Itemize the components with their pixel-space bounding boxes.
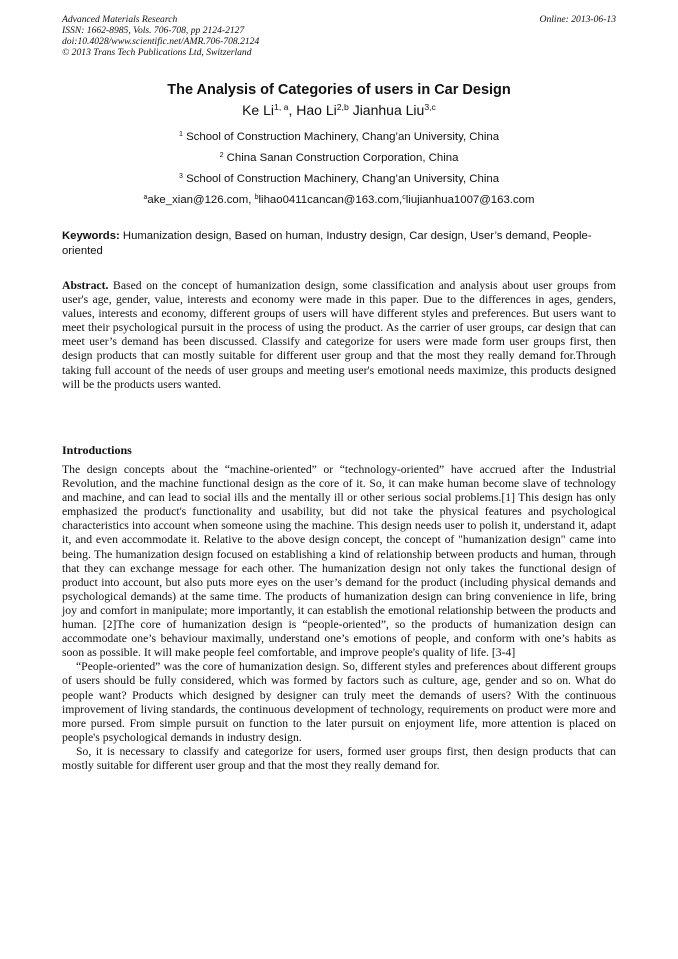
author-superscript: 1, a (274, 102, 289, 113)
abstract-label: Abstract. (62, 279, 109, 292)
affiliation-text: School of Construction Machinery, Chang’an University, China (186, 131, 500, 143)
journal-name: Advanced Materials Research (62, 14, 178, 25)
affiliation-number: 3 (178, 173, 183, 181)
affiliation-2 (0, 152, 678, 164)
affiliation-3 (0, 173, 678, 185)
email-line (0, 194, 678, 206)
affiliation-text: School of Construction Machinery, Chang’an University, China (186, 173, 500, 185)
body-paragraph: So, it is necessary to classify and categorize for users, formed user groups first, then design products that can mostly suitable for different user group and that the most they really demand for. (62, 744, 616, 772)
abstract-text: Based on the concept of humanization design, some classification and analysis about user groups from user's age, gender, value, interests and economy were made in this paper. Due to the differences in ages, genders, values, interests and economy, different groups of users will have different styles and preferences. But users want to meet their psychological pursuit in the process of using the product. As the carrier of user groups, car design that can meet user’s demand has been discussed. Classify and categorize for users were made form user groups first, then design products that can mostly suitable for different user group and that the most they really demand for.Through taking full account of the needs of user groups and meeting user's emotional needs maximize, this products designed will be the products users wanted. (62, 279, 616, 391)
doi-line: doi:10.4028/www.scientific.net/AMR.706-708.2124 (62, 36, 260, 47)
online-date: Online: 2013-06-13 (539, 14, 616, 25)
affiliation-number: 2 (219, 152, 224, 160)
email-superscript: c (402, 194, 406, 202)
affiliation-number: 1 (178, 131, 183, 139)
email-superscript: b (254, 194, 259, 202)
author-superscript: 2,b (336, 102, 349, 113)
email-a: ake_xian@126.com, (147, 194, 255, 206)
affiliation-1 (0, 131, 678, 143)
affiliation-text: China Sanan Construction Corporation, China (226, 152, 459, 164)
email-c: liujianhua1007@163.com (405, 194, 535, 206)
author-separator: , (288, 102, 297, 118)
abstract-block (62, 279, 616, 392)
author-list (0, 102, 678, 118)
journal-header (62, 14, 616, 58)
introduction-body (62, 463, 616, 773)
body-paragraph: “People-oriented” was the core of humanization design. So, different styles and preferences about different groups of users should be fully considered, which was formed by factors such as culture, age, gender and so on. What do people want? Products which designed by designer can truly meet the demands of users? With the continuous improvement of living standards, the continuous development of technology, requirements on product were more and more pursed. From simple pursuit on function to the later pursuit on enjoyment life, more attention is placed on people's psychological demands in industry design. (62, 660, 616, 744)
email-b: lihao0411cancan@163.com, (258, 194, 403, 206)
author-name: Jianhua Liu (352, 102, 425, 118)
issn-line: ISSN: 1662-8985, Vols. 706-708, pp 2124-2127 (62, 25, 245, 36)
author-superscript: 3,c (424, 102, 436, 113)
copyright-line: © 2013 Trans Tech Publications Ltd, Switzerland (62, 47, 252, 58)
abstract-paragraph (62, 279, 616, 392)
keywords-label: Keywords: (62, 230, 120, 242)
email-superscript: a (143, 194, 148, 202)
keywords-text: Humanization design, Based on human, Industry design, Car design, User’s demand, People-oriented (62, 230, 592, 257)
author-name: Ke Li (242, 102, 275, 118)
author-name: Hao Li (296, 102, 337, 118)
keywords-block (62, 229, 616, 259)
section-heading: Introductions (62, 443, 132, 457)
body-paragraph: The design concepts about the “machine-oriented” or “technology-oriented” have accrued after the Industrial Revolution, and the machine functional design as the core of it. So, it can make human become slave of technology and machine, and can lead to social ills and the mentally ill or other serious social problems.[1] This design has only emphasized the product's functionality and usability, but did not take the physical features and psychological characteristics into account when someone using the machine. This design needs user to polish it, understand it, adapt it, and even accommodate it. Relative to the above design concept, the concept of "humanization design" came into being. The humanization design focused on establishing a kind of relationship between products and human, through that they can exchange message for each other. The humanization design not only takes the functional design of product into account, but also puts more eyes on the user’s demand for the product (including physical demands and psychological demands) at the same time. The products of humanization design can bring convenience in life, bring joy and comfort in manipulate; more importantly, it can establish the emotional relationship between the products and human. [2]The core of humanization design is “people-oriented”, so the products of humanization design can accommodate one’s behaviour maximally, understand one’s emotions of people, and conform with one’s habits as soon as possible. It will make people feel comfortable, and improve people's quality of life. [3-4] (62, 463, 616, 660)
paper-title: The Analysis of Categories of users in Car Design (167, 82, 511, 98)
